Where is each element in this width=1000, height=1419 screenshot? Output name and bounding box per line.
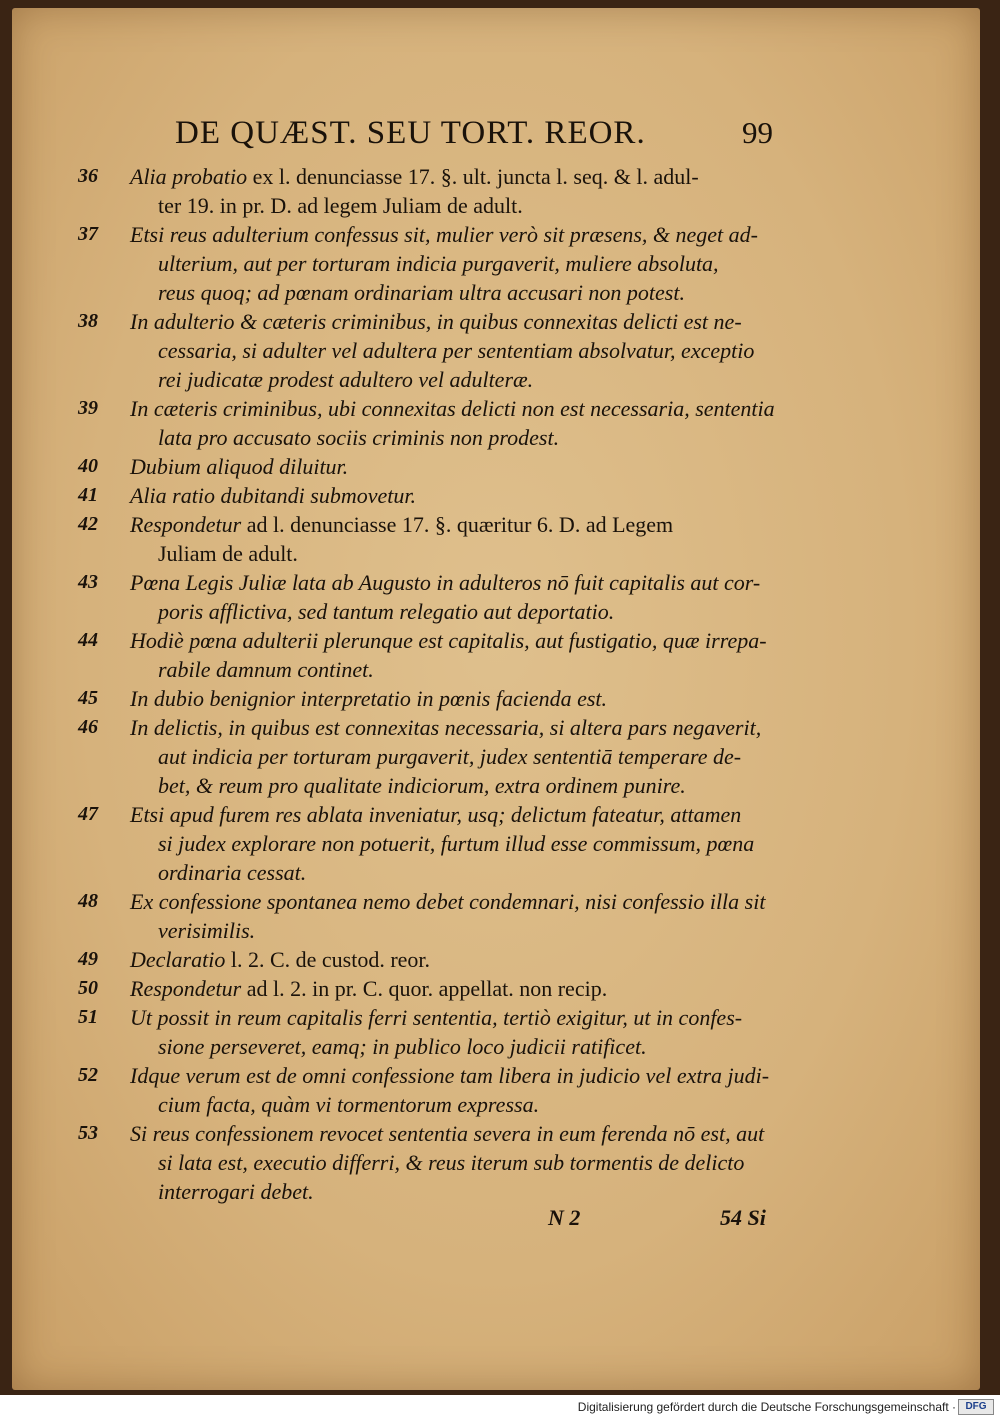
entry-line — [130, 713, 788, 742]
list-item — [78, 452, 788, 481]
list-item — [78, 800, 788, 887]
entry-line — [158, 249, 788, 278]
italic-text: Declaratio — [130, 947, 226, 972]
signature-mark: N 2 — [548, 1205, 581, 1230]
italic-text: Hodiè pœna adulterii plerunque est capitalis, aut fustigatio, quæ irrepa- — [130, 628, 767, 653]
italic-text: Pœna Legis Juliæ lata ab Augusto in adulteros nō fuit capitalis aut cor- — [130, 570, 761, 595]
roman-text: ex l. denunciasse 17. §. ult. juncta l. seq. & l. adul- — [247, 164, 699, 189]
credit-text: Digitalisierung gefördert durch die Deutsche Forschungsgemeinschaft · — [577, 1400, 956, 1414]
list-item — [78, 1003, 788, 1061]
entry-line — [158, 423, 788, 452]
italic-text: Idque verum est de omni confessione tam libera in judicio vel extra judi- — [130, 1063, 770, 1088]
entry-line — [158, 1032, 788, 1061]
entry-line — [158, 771, 788, 800]
digitization-credit-bar — [0, 1395, 1000, 1419]
italic-text: si judex explorare non potuerit, furtum illud esse commissum, pœna — [158, 831, 755, 856]
italic-text: cium facta, quàm vi tormentorum expressa. — [158, 1092, 540, 1117]
list-item — [78, 684, 788, 713]
entry-number: 49 — [78, 948, 98, 970]
italic-text: Alia ratio dubitandi submovetur. — [130, 483, 416, 508]
italic-text: Etsi reus adulterium confessus sit, mulier verò sit præsens, & neget ad- — [130, 222, 758, 247]
running-header — [175, 115, 795, 155]
entry-line — [158, 916, 788, 945]
entry-number: 37 — [78, 223, 98, 245]
entry-number: 43 — [78, 571, 98, 593]
italic-text: Ex confessione spontanea nemo debet condemnari, nisi confessio illa sit — [130, 889, 766, 914]
list-item — [78, 481, 788, 510]
italic-text: Etsi apud furem res ablata inveniatur, usq; delictum fateatur, attamen — [130, 802, 742, 827]
italic-text: ordinaria cessat. — [158, 860, 307, 885]
list-item — [78, 510, 788, 568]
list-item — [78, 394, 788, 452]
italic-text: lata pro accusato sociis criminis non prodest. — [158, 425, 560, 450]
italic-text: sione perseveret, eamq; in publico loco judicii ratificet. — [158, 1034, 647, 1059]
list-item — [78, 626, 788, 684]
italic-text: In cæteris criminibus, ubi connexitas delicti non est necessaria, sententia — [130, 396, 775, 421]
italic-text: reus quoq; ad pœnam ordinariam ultra accusari non potest. — [158, 280, 685, 305]
roman-text: Juliam de adult. — [158, 541, 298, 566]
entry-line — [158, 365, 788, 394]
list-item — [78, 887, 788, 945]
entry-number: 52 — [78, 1064, 98, 1086]
entry-line — [130, 1003, 788, 1032]
roman-text: ad l. 2. in pr. C. quor. appellat. non recip. — [241, 976, 608, 1001]
entry-line — [158, 539, 788, 568]
entry-number: 46 — [78, 716, 98, 738]
roman-text: ter 19. in pr. D. ad legem Juliam de adult. — [158, 193, 523, 218]
italic-text: Alia probatio — [130, 164, 248, 189]
entry-line — [130, 452, 788, 481]
italic-text: rabile damnum continet. — [158, 657, 374, 682]
entry-line — [158, 278, 788, 307]
list-item — [78, 307, 788, 394]
italic-text: Ut possit in reum capitalis ferri sententia, tertiò exigitur, ut in confes- — [130, 1005, 743, 1030]
entry-number: 42 — [78, 513, 98, 535]
entry-line — [130, 481, 788, 510]
entry-line — [130, 162, 788, 191]
entry-line — [130, 626, 788, 655]
italic-text: In adulterio & cæteris criminibus, in quibus connexitas delicti est ne- — [130, 309, 742, 334]
entry-number: 36 — [78, 165, 98, 187]
entry-line — [130, 1061, 788, 1090]
entry-line — [158, 191, 788, 220]
entry-line — [130, 887, 788, 916]
entry-line — [130, 307, 788, 336]
entry-number: 45 — [78, 687, 98, 709]
italic-text: In delictis, in quibus est connexitas necessaria, si altera pars negaverit, — [130, 715, 762, 740]
entry-line — [158, 1148, 788, 1177]
italic-text: bet, & reum pro qualitate indiciorum, extra ordinem punire. — [158, 773, 686, 798]
italic-text: interrogari debet. — [158, 1179, 314, 1204]
entry-number: 50 — [78, 977, 98, 999]
entry-line — [130, 220, 788, 249]
catchword: 54 Si — [720, 1205, 766, 1230]
entry-number: 51 — [78, 1006, 98, 1028]
italic-text: rei judicatæ prodest adultero vel adulteræ. — [158, 367, 534, 392]
list-item — [78, 568, 788, 626]
list-item — [78, 220, 788, 307]
summary-list — [78, 162, 788, 1206]
entry-number: 53 — [78, 1122, 98, 1144]
italic-text: Respondetur — [130, 512, 242, 537]
entry-line — [158, 829, 788, 858]
italic-text: In dubio benignior interpretatio in pœnis facienda est. — [130, 686, 608, 711]
roman-text: l. 2. C. de custod. reor. — [225, 947, 431, 972]
italic-text: verisimilis. — [158, 918, 256, 943]
entry-line — [158, 336, 788, 365]
entry-line — [158, 655, 788, 684]
entry-number: 40 — [78, 455, 98, 477]
italic-text: cessaria, si adulter vel adultera per sententiam absolvatur, exceptio — [158, 338, 755, 363]
italic-text: Dubium aliquod diluitur. — [130, 454, 349, 479]
italic-text: ulterium, aut per torturam indicia purgaverit, muliere absoluta, — [158, 251, 719, 276]
list-item — [78, 974, 788, 1003]
list-item — [78, 713, 788, 800]
roman-text: ad l. denunciasse 17. §. quæritur 6. D. ad Legem — [241, 512, 674, 537]
entry-line — [130, 800, 788, 829]
entry-line — [158, 1090, 788, 1119]
entry-number: 47 — [78, 803, 98, 825]
dfg-logo: DFG — [958, 1399, 994, 1415]
entry-line — [130, 394, 788, 423]
italic-text: aut indicia per torturam purgaverit, judex sententiā temperare de- — [158, 744, 742, 769]
list-item — [78, 1119, 788, 1206]
italic-text: Respondetur — [130, 976, 242, 1001]
entry-line — [158, 742, 788, 771]
entry-number: 48 — [78, 890, 98, 912]
entry-line — [130, 945, 788, 974]
list-item — [78, 945, 788, 974]
entry-line — [130, 568, 788, 597]
list-item — [78, 162, 788, 220]
entry-line — [130, 684, 788, 713]
italic-text: si lata est, executio differri, & reus iterum sub tormentis de delicto — [158, 1150, 745, 1175]
entry-number: 41 — [78, 484, 98, 506]
entry-line — [158, 858, 788, 887]
entry-line — [158, 1177, 788, 1206]
entry-number: 38 — [78, 310, 98, 332]
entry-number: 39 — [78, 397, 98, 419]
entry-number: 44 — [78, 629, 98, 651]
italic-text: Si reus confessionem revocet sententia severa in eum ferenda nō est, aut — [130, 1121, 765, 1146]
entry-line — [130, 1119, 788, 1148]
entry-line — [130, 974, 788, 1003]
page-number: 99 — [742, 115, 773, 150]
entry-line — [130, 510, 788, 539]
list-item — [78, 1061, 788, 1119]
entry-line — [158, 597, 788, 626]
running-title: DE QUÆST. SEU TORT. REOR. — [175, 115, 646, 151]
italic-text: poris afflictiva, sed tantum relegatio aut deportatio. — [158, 599, 615, 624]
